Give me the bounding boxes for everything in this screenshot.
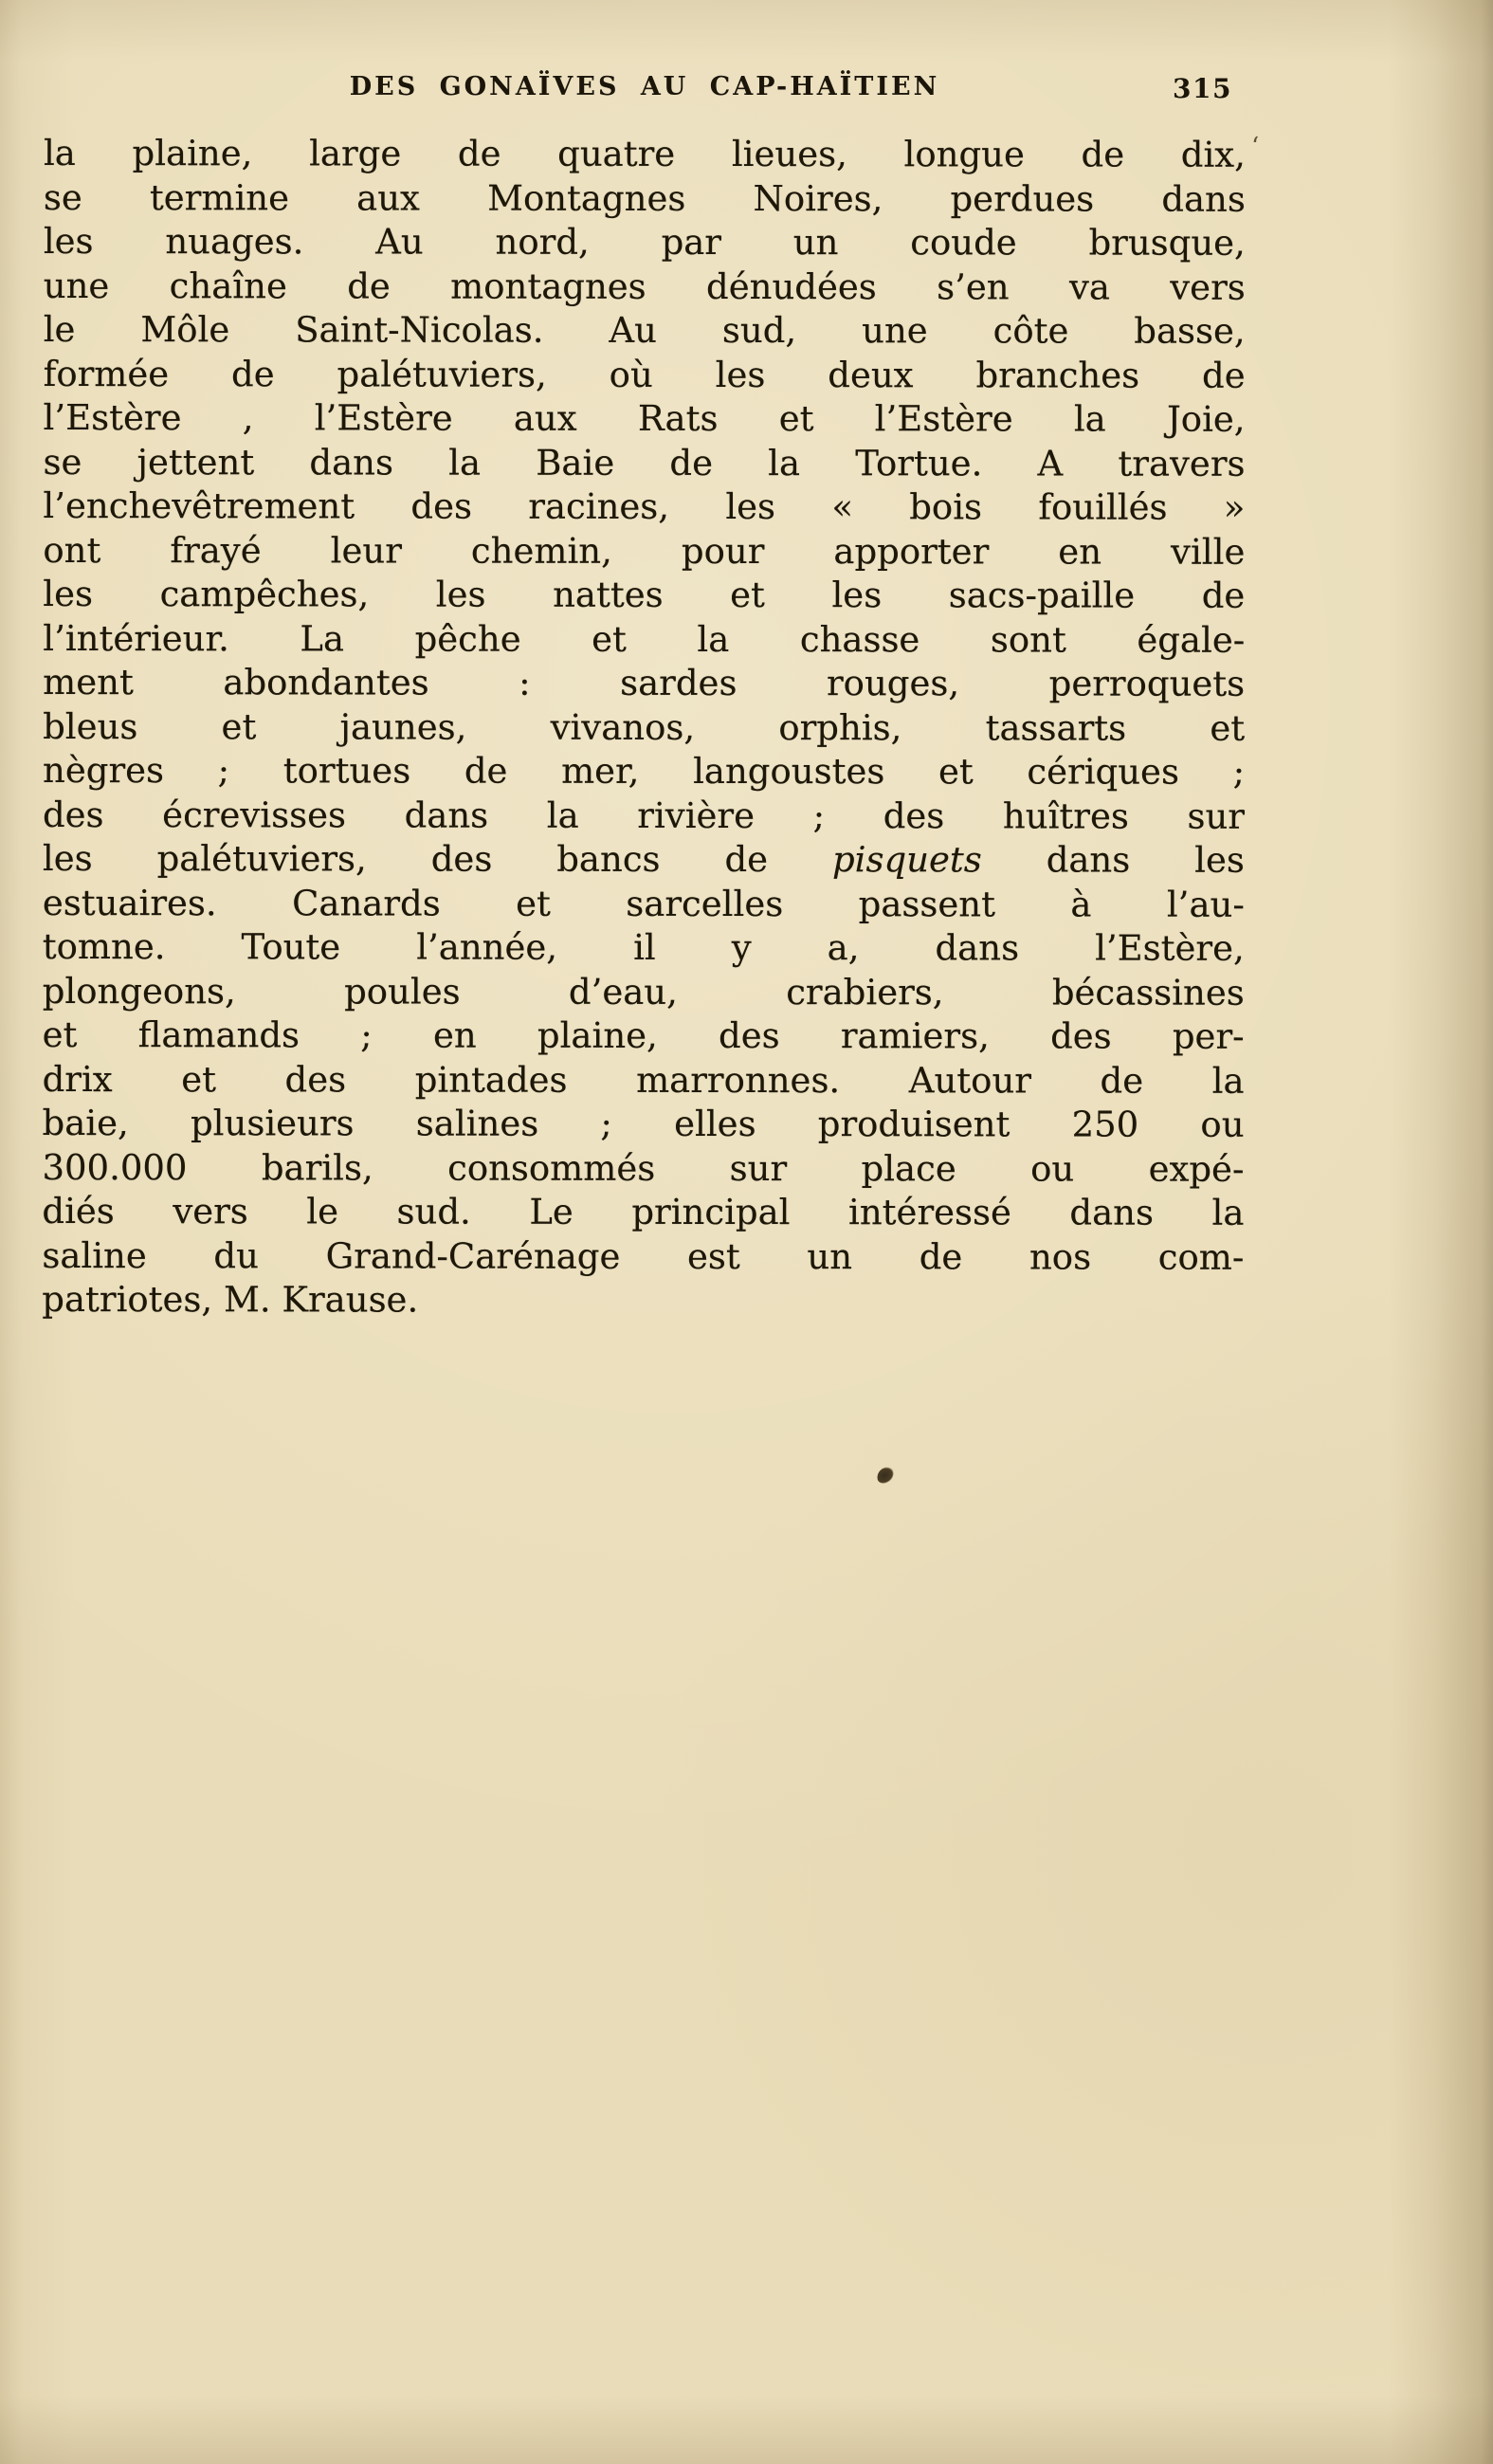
- text-line: [44, 352, 1246, 397]
- text-line: [43, 969, 1245, 1014]
- text-segment: la plaine, large de quatre lieues, longue de dix,: [43, 133, 1246, 175]
- text-segment: se jettent dans la Baie de la Tortue. A travers: [43, 441, 1246, 484]
- text-line: [43, 925, 1245, 971]
- text-segment: formée de palétuviers, où les deux branches de: [43, 353, 1246, 396]
- text-line: [43, 793, 1245, 838]
- ink-blot-icon: [876, 1465, 895, 1485]
- text-line: [42, 1233, 1244, 1279]
- text-line: [44, 396, 1246, 442]
- text-line: [43, 704, 1245, 750]
- text-segment: l’Estère , l’Estère aux Rats et l’Estère la Joie,: [43, 396, 1246, 440]
- text-line: [43, 881, 1245, 926]
- text-line: [42, 1190, 1244, 1235]
- text-segment: l’enchevêtrement des racines, les « bois fouillés »: [43, 484, 1246, 528]
- text-segment: diés vers le sud. Le principal intéressé dans la: [42, 1190, 1245, 1233]
- body-text: [42, 132, 1246, 1323]
- text-segment: l’intérieur. La pêche et la chasse sont égale-: [43, 617, 1246, 661]
- text-segment: estuaires. Canards et sarcelles passent à l’au-: [42, 882, 1245, 925]
- text-line: [43, 1102, 1245, 1147]
- text-segment: les palétuviers, des bancs de: [42, 837, 833, 881]
- text-segment-italic: pisquets: [831, 839, 982, 881]
- text-segment: tomne. Toute l’année, il y a, dans l’Estère,: [42, 925, 1245, 969]
- text-line: [42, 1145, 1244, 1191]
- text-segment: 300.000 barils, consommés sur place ou expé-: [42, 1146, 1245, 1190]
- text-segment: nègres ; tortues de mer, langoustes et cériques ;: [43, 749, 1246, 793]
- text-line: [43, 573, 1245, 618]
- text-line: [42, 1278, 1244, 1323]
- text-line: [44, 175, 1246, 221]
- stray-ink-mark-icon: ‘: [1251, 133, 1260, 161]
- text-line: [43, 616, 1245, 662]
- text-line: [43, 661, 1245, 706]
- text-line: [43, 1013, 1245, 1059]
- text-segment: ment abondantes : sardes rouges, perroquets: [43, 661, 1246, 704]
- text-line: [43, 440, 1245, 485]
- text-line: [44, 132, 1246, 177]
- text-line: [43, 837, 1245, 883]
- running-header: [44, 72, 1246, 110]
- page-number: 315: [1173, 73, 1232, 104]
- text-segment: drix et des pintades marronnes. Autour de la: [42, 1058, 1245, 1102]
- text-line: [44, 308, 1246, 354]
- text-segment: ont frayé leur chemin, pour apporter en ville: [43, 529, 1246, 573]
- text-line: [43, 528, 1245, 574]
- text-segment: patriotes, M. Krause.: [42, 1278, 419, 1321]
- text-segment: les nuages. Au nord, par un coude brusque,: [43, 220, 1246, 264]
- text-line: [43, 749, 1245, 794]
- text-line: [43, 1057, 1245, 1103]
- text-segment: et flamands ; en plaine, des ramiers, des per-: [42, 1013, 1245, 1057]
- text-segment: se termine aux Montagnes Noires, perdues dans: [43, 176, 1246, 220]
- text-line: [44, 264, 1246, 309]
- text-segment: plongeons, poules d’eau, crabiers, bécassines: [42, 970, 1245, 1013]
- text-line: [43, 484, 1245, 530]
- text-segment: baie, plusieurs salines ; elles produisent 250 ou: [42, 1102, 1245, 1145]
- text-segment: bleus et jaunes, vivanos, orphis, tassarts et: [43, 705, 1246, 749]
- text-line: [44, 220, 1246, 265]
- header-title: DES GONAÏVES AU CAP-HAÏTIEN: [349, 72, 940, 101]
- text-segment: une chaîne de montagnes dénudées s’en va vers: [43, 265, 1246, 308]
- text-segment: les campêches, les nattes et les sacs-paille de: [43, 573, 1246, 616]
- text-segment: saline du Grand-Carénage est un de nos com-: [42, 1234, 1245, 1278]
- text-segment: des écrevisses dans la rivière ; des huîtres sur: [42, 794, 1246, 837]
- text-segment: le Môle Saint-Nicolas. Au sud, une côte basse,: [43, 308, 1246, 352]
- text-segment: dans les: [981, 839, 1245, 881]
